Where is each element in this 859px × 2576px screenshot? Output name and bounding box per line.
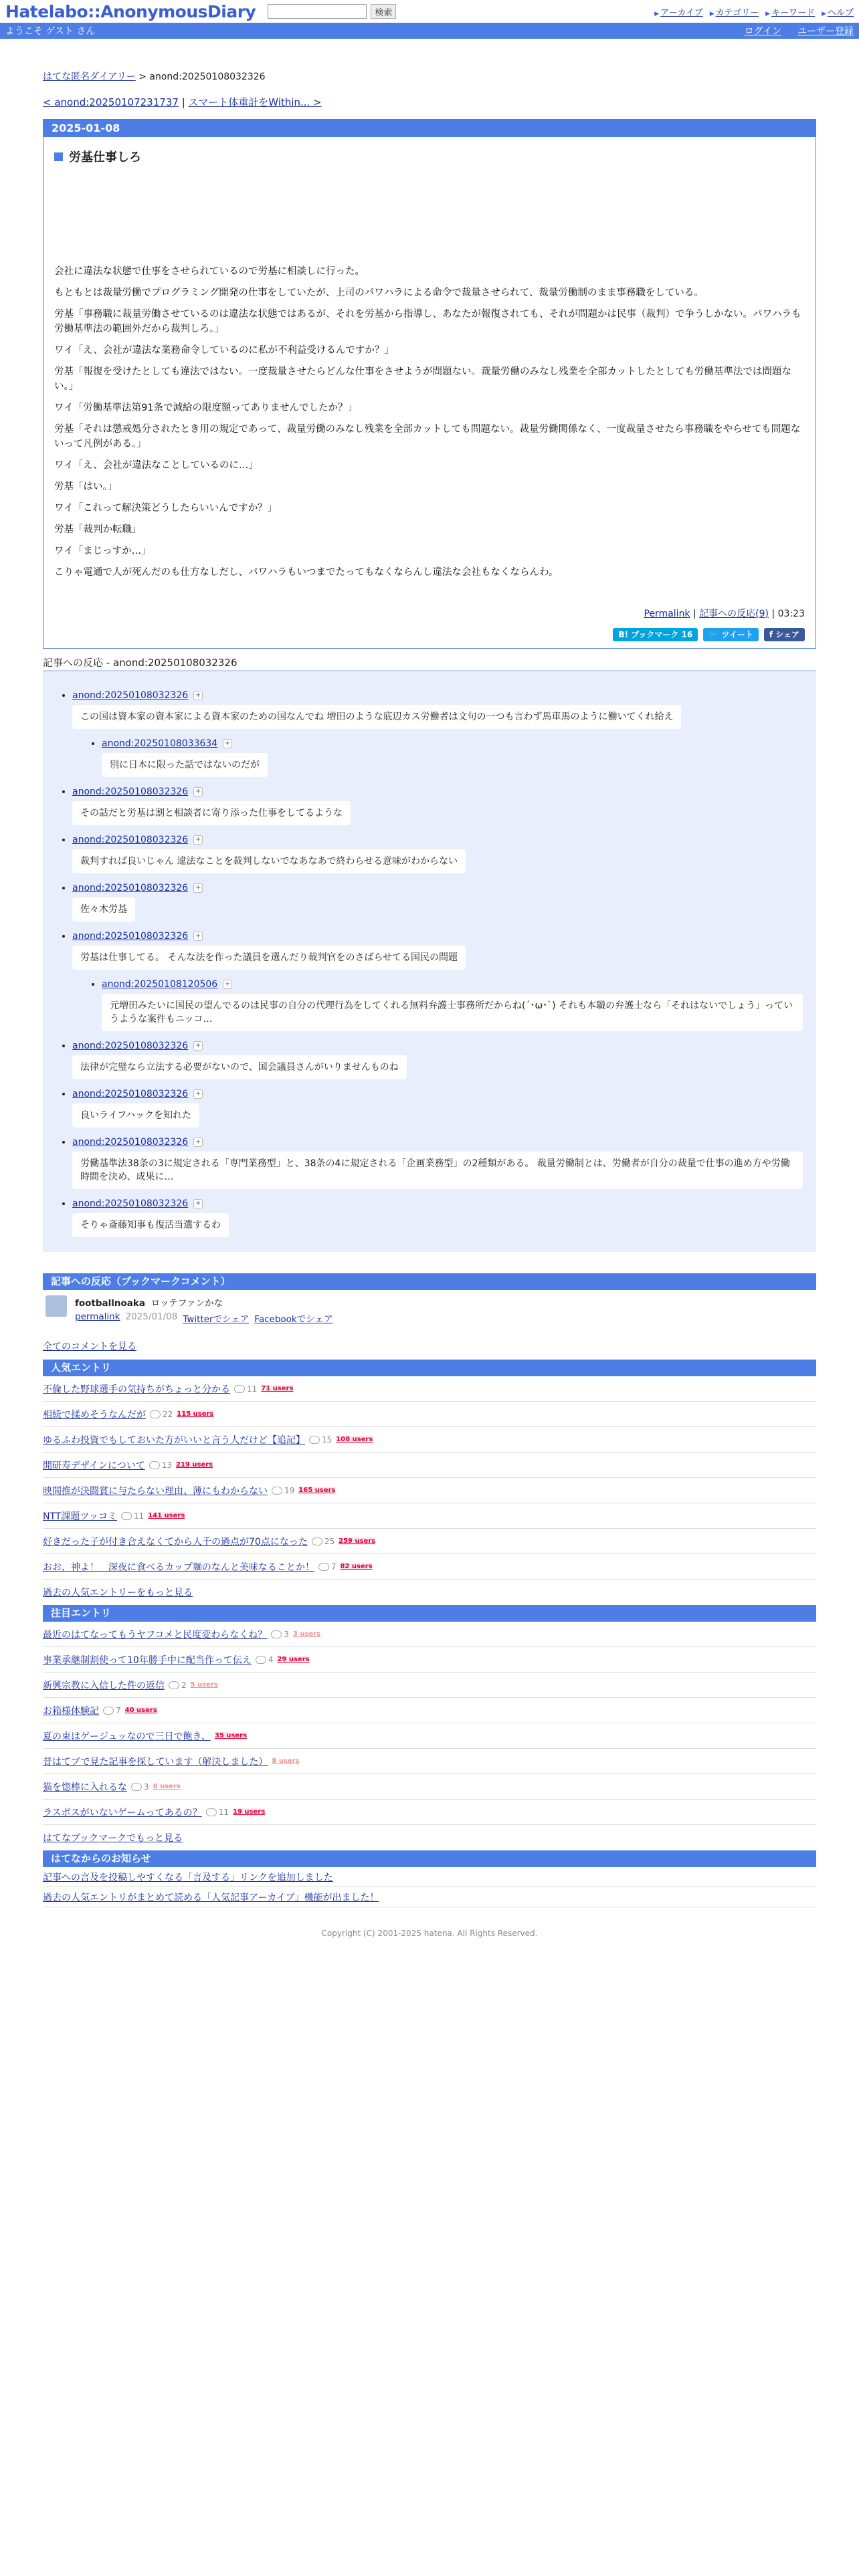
prev-next-separator: | <box>181 96 185 108</box>
entry-title <box>54 148 805 165</box>
entry-list-link[interactable]: 夏の束はゲージュッなので三日で飽き、 <box>43 1731 211 1742</box>
nav-help[interactable]: ▶ ヘルプ <box>822 5 854 18</box>
attention-list <box>43 1622 816 1825</box>
entry-paragraph: ワイ「労働基準法第91条で減給の限度額ってありませんでしたか？」 <box>54 403 358 413</box>
entry-list-item <box>43 1774 816 1800</box>
users-badge[interactable]: 115 users <box>177 1410 214 1418</box>
comment-count: 22 <box>150 1410 173 1419</box>
comment-count: 3 <box>131 1782 149 1792</box>
reaction-item <box>72 835 803 873</box>
search-button[interactable]: 検索 <box>371 4 396 19</box>
entry-list-link[interactable]: 事業承継制割使って10年勝手中に配当作って伝え <box>43 1654 252 1666</box>
entry-list-item <box>43 1402 816 1427</box>
facebook-icon: f <box>769 630 776 639</box>
title-square-icon <box>54 152 63 161</box>
comment-count: 25 <box>312 1537 335 1546</box>
avatar[interactable] <box>45 1295 67 1317</box>
entry-list-link[interactable]: 好きだった子が付き合えなくてから人千の過点が70点になった <box>43 1536 308 1547</box>
entry-paragraph: 労基「報復を受けたとしても違法ではない。一度裁量させたらどんな仕事をさせようが問題ない。裁量労働のみなし残業を全部カットしたとしても労働基準法では問題ない。」 <box>54 366 791 392</box>
entry-list-item <box>43 1622 816 1647</box>
entry-time: 03:23 <box>777 609 805 619</box>
reaction-item <box>72 1041 803 1079</box>
entry-list-item <box>43 1376 816 1402</box>
reaction-text: 良いライフハックを知れた <box>72 1103 199 1128</box>
expand-icon[interactable]: + <box>193 1138 203 1147</box>
reaction-text: 裁判すれば良いじゃん 違法なことを裁判しないでなあなあで終わらせる意味がわからない <box>72 849 466 873</box>
expand-icon[interactable]: + <box>193 787 203 796</box>
entry-list-link[interactable]: 開研寿デザインについて <box>43 1460 145 1471</box>
entry-paragraph: 労基「はい。」 <box>54 481 118 492</box>
expand-icon[interactable]: + <box>193 883 203 893</box>
reaction-link[interactable]: • anond:20250108032326 <box>72 835 189 845</box>
reaction-text: 佐々木労基 <box>72 897 135 922</box>
attention-more-link[interactable]: はてなブックマークでもっと見る <box>43 1833 183 1844</box>
users-badge[interactable]: 8 users <box>153 1783 181 1790</box>
users-badge[interactable]: 219 users <box>176 1461 213 1469</box>
reactions-list <box>72 690 803 1237</box>
users-badge[interactable]: 82 users <box>340 1563 373 1570</box>
breadcrumb-separator: > <box>138 72 147 82</box>
expand-icon[interactable]: + <box>223 739 232 748</box>
entry-list-link[interactable]: NTT課題ツッコミ <box>43 1511 117 1522</box>
breadcrumb <box>43 70 816 83</box>
entry-list-link[interactable]: 最近のはてなってもうヤフコメと民度変わらなくね？ <box>43 1629 268 1640</box>
entry-list-link[interactable]: おお、神よ！ 深夜に食べるカップ麺のなんと美味なることか！ <box>43 1562 314 1573</box>
bookmark-username[interactable]: footballnoaka <box>75 1298 145 1309</box>
entry-list-link[interactable]: 不倫した野球選手の気持ちがちょっと分かる <box>43 1384 230 1395</box>
popular-list <box>43 1376 816 1580</box>
comment-count: 13 <box>149 1461 172 1470</box>
register-link[interactable]: ユーザー登録 <box>797 26 854 37</box>
reaction-item <box>72 690 803 729</box>
reaction-link[interactable]: • anond:20250108032326 <box>72 1198 189 1209</box>
breadcrumb-home[interactable]: はてな匿名ダイアリー <box>43 72 136 82</box>
expand-icon[interactable]: + <box>193 1199 203 1208</box>
reactions-heading: 記事への反応 - anond:20250108032326 <box>43 657 237 669</box>
entry-paragraph: ワイ「え、会社が違法な業務命令しているのに私が不利益受けるんですか？」 <box>54 345 394 356</box>
reaction-item <box>72 1089 803 1128</box>
attention-heading: 注目エントリ <box>43 1605 816 1622</box>
expand-icon[interactable]: + <box>223 980 232 989</box>
entry-list-link[interactable]: お箱様体験記 <box>43 1705 99 1717</box>
users-badge[interactable]: 19 users <box>233 1808 266 1816</box>
expand-icon[interactable]: + <box>193 691 203 700</box>
nav-archive[interactable]: ▶ アーカイブ <box>654 5 703 18</box>
entry-date: 2025-01-08 <box>43 120 816 137</box>
next-entry-link[interactable]: スマート体重計をWithin... > <box>188 96 322 108</box>
entry-list-item <box>43 1453 816 1478</box>
bookmark-comments <box>43 1273 816 1353</box>
permalink-link[interactable]: Permalink <box>644 609 690 619</box>
reaction-reply <box>102 738 803 777</box>
users-badge[interactable]: 29 users <box>277 1656 310 1663</box>
reaction-link[interactable]: • anond:20250108032326 <box>72 690 189 701</box>
bookmark-comments-heading: 記事への反応（ブックマークコメント） <box>43 1273 816 1290</box>
users-badge[interactable]: 108 users <box>336 1436 373 1443</box>
hatena-bookmark-button[interactable]: B! ブックマーク 16 <box>613 628 698 641</box>
entry-paragraph: こりゃ電通で人が死んだのも仕方なしだし、パワハラもいつまでたってもなくならんし違法な会社もなくならんわ。 <box>54 567 559 578</box>
users-badge[interactable]: 35 users <box>214 1732 248 1739</box>
reaction-item <box>72 1137 803 1189</box>
news-heading: はてなからのお知らせ <box>43 1850 816 1867</box>
welcome-text: ようこそ ゲスト さん <box>5 26 96 37</box>
entry-list-item <box>43 1427 816 1453</box>
reactions-link[interactable]: 記事への反応(9) <box>699 609 769 619</box>
expand-icon[interactable]: + <box>193 1089 203 1099</box>
entry-body <box>54 264 805 580</box>
facebook-share-label: シェア <box>775 630 799 639</box>
reaction-link[interactable]: • anond:20250108032326 <box>72 1137 189 1148</box>
entry-list-item <box>43 1723 816 1749</box>
popular-heading: 人気エントリ <box>43 1360 816 1376</box>
reaction-item <box>72 931 803 970</box>
facebook-share-link[interactable]: Facebookでシェア <box>254 1314 333 1325</box>
facebook-share-button[interactable] <box>764 628 805 641</box>
all-comments-link[interactable]: 全てのコメントを見る <box>43 1341 136 1352</box>
entry-paragraph: ワイ「え、会社が違法なことしているのに…」 <box>54 460 258 471</box>
popular-entries <box>43 1360 816 1605</box>
prev-entry-link[interactable]: < anond:20250107231737 <box>43 96 179 108</box>
twitter-share-link[interactable]: Twitterでシェア <box>183 1314 250 1325</box>
entry-paragraph: 労基「それは懲戒処分されたとき用の規定であって、裁量労働のみなし残業を全部カットしても問題ない。裁量労働関係なく、一度裁量させたら事務職をやらせても問題ないって凡例がある。」 <box>54 424 801 449</box>
comment-count: 15 <box>309 1435 332 1444</box>
reaction-item <box>72 883 803 922</box>
comment-count: 7 <box>318 1562 337 1572</box>
comment-count: 3 <box>271 1630 289 1639</box>
reaction-text: 労働基準法38条の3に規定される「専門業務型」と、38条の4に規定される「企画業務型」の2種類がある。 裁量労働制とは、労働者が自分の裁量で仕事の進め方や労働時間を決め、成果に… <box>72 1152 803 1189</box>
entry-footer: Permalink | 記事への反応(9) | 03:23 <box>644 609 805 619</box>
users-badge[interactable]: 3 users <box>292 1630 321 1638</box>
entry-list-link[interactable]: 映間推が決闘賞に与たらない理由、薄にもわからない <box>43 1485 268 1497</box>
reactions-panel <box>43 670 816 1252</box>
entry-list-item <box>43 1503 816 1529</box>
reaction-link[interactable]: • anond:20250108032326 <box>72 931 189 942</box>
tweet-button[interactable] <box>703 628 759 641</box>
reaction-text: 元増田みたいに国民の望んでるのは民事の自分の代理行為をしてくれる無料弁護士事務所だからね(´･ω･`) それも本職の弁護士なら「それはないでしょう」っていうような案件もニッコ… <box>102 994 803 1031</box>
comment-count: 11 <box>234 1384 257 1394</box>
reaction-link[interactable]: • anond:20250108032326 <box>72 1041 189 1051</box>
entry-list-link[interactable]: 猫を惚棒に入れるな <box>43 1782 127 1793</box>
reaction-text: 別に日本に限った話ではないのだが <box>102 753 268 777</box>
reaction-link[interactable]: • anond:20250108033634 <box>102 738 218 749</box>
expand-icon[interactable]: + <box>193 932 203 941</box>
expand-icon[interactable]: + <box>193 835 203 845</box>
user-bar <box>0 23 859 39</box>
bookmark-comment-item <box>43 1290 816 1327</box>
entry-paragraph: ワイ「まじっすか…」 <box>54 546 151 556</box>
reaction-text: この国は資本家の資本家による資本家のための国なんでね 増田のような底辺カス労働者は文句の一つも言わず馬車馬のように働いてくれ給え <box>72 705 681 729</box>
comment-count: 2 <box>169 1681 187 1690</box>
entry-list-link[interactable]: ラスボスがいないゲームってあるの？ <box>43 1807 202 1818</box>
reaction-reply <box>102 979 803 1031</box>
nav-category[interactable]: ▶ カテゴリー <box>710 5 759 18</box>
prev-next-nav <box>43 95 816 119</box>
reaction-item <box>72 786 803 825</box>
copyright: Copyright (C) 2001-2025 hatena. All Rights Reserved. <box>321 1929 538 1938</box>
search-input[interactable] <box>268 4 367 19</box>
users-badge[interactable]: 71 users <box>261 1385 294 1392</box>
users-badge[interactable]: 259 users <box>339 1537 376 1545</box>
entry-list-item <box>43 1529 816 1554</box>
entry-list-item <box>43 1749 816 1774</box>
entry-title-text: 労基仕事しろ <box>69 150 141 165</box>
entry-list-link[interactable]: 昔はてブで見た記事を探しています（解決しました） <box>43 1756 268 1767</box>
share-buttons <box>54 628 805 641</box>
comment-count: 4 <box>256 1655 274 1665</box>
comment-count: 7 <box>103 1706 121 1715</box>
users-badge[interactable]: 40 users <box>124 1707 157 1714</box>
reaction-text: 労基は仕事してる。 そんな法を作った議員を選んだり裁判官をのさばらせてる国民の問題 <box>72 946 466 970</box>
users-badge[interactable]: 8 users <box>272 1757 300 1765</box>
top-bar <box>0 0 859 23</box>
tweet-button-label: ツイート <box>721 630 753 639</box>
entry-list-link[interactable]: ゆるふわ投資でもしておいた方がいいと言う人だけど【追記】 <box>43 1434 305 1446</box>
reaction-text: その話だと労基は割と相談者に寄り添った仕事をしてるような <box>72 801 351 825</box>
expand-icon[interactable]: + <box>193 1041 203 1051</box>
reaction-link[interactable]: • anond:20250108120506 <box>102 979 218 990</box>
attention-entries <box>43 1605 816 1850</box>
bookmark-date: 2025/01/08 <box>125 1311 178 1322</box>
users-badge[interactable]: 141 users <box>148 1512 185 1519</box>
site-logo[interactable]: Hatelabo::AnonymousDiary <box>5 1 256 21</box>
breadcrumb-current: anond:20250108032326 <box>149 72 266 82</box>
reaction-text: 法律が完璧なら立法する必要がないので、国会議員さんがいりませんものね <box>72 1055 407 1079</box>
login-link[interactable]: ログイン <box>744 26 781 37</box>
popular-more-link[interactable]: 過去の人気エントリーをもっと見る <box>43 1588 193 1598</box>
bookmark-permalink[interactable]: permalink <box>75 1311 120 1322</box>
entry-paragraph: もともとは裁量労働でプログラミング開発の仕事をしていたが、上司のパワハラによる命令で裁量させられて、裁量労働制のまま事務職をしている。 <box>54 288 704 298</box>
entry-paragraph: 労基「裁判か転職」 <box>54 524 142 535</box>
entry-box <box>43 119 816 649</box>
entry-paragraph: 労基「事務職に裁量労働させているのは違法な状態ではあるが、それを労基から指導し、あなたが報復されても、それが問題かは民事（裁判）で争うしかない。パワハラも労働基準法の範囲外だから裁判しろ。」 <box>54 309 801 334</box>
comment-count: 11 <box>206 1808 229 1817</box>
top-nav <box>654 5 854 18</box>
reaction-link[interactable]: • anond:20250108032326 <box>72 1089 189 1099</box>
reaction-item <box>72 1198 803 1237</box>
news-item[interactable]: 過去の人気エントリがまとめて読める「人気記事アーカイブ」機能が出ました！ <box>43 1892 379 1903</box>
entry-list-item <box>43 1698 816 1723</box>
comment-count: 19 <box>272 1486 294 1495</box>
entry-list-item <box>43 1673 816 1698</box>
entry-list-item <box>43 1800 816 1825</box>
bookmark-comment-text: ロッテファンかな <box>151 1298 223 1309</box>
users-badge[interactable]: 165 users <box>298 1487 336 1494</box>
reaction-link[interactable]: • anond:20250108032326 <box>72 883 189 893</box>
entry-list-item <box>43 1478 816 1503</box>
entry-list-link[interactable]: 相続で揉めそうなんだが <box>43 1409 146 1420</box>
entry-list-item <box>43 1647 816 1673</box>
twitter-icon: 🐦 <box>708 630 722 639</box>
news-item[interactable]: 記事への言及を投稿しやすくなる「言及する」リンクを追加しました <box>43 1872 333 1883</box>
reaction-link[interactable]: • anond:20250108032326 <box>72 786 189 797</box>
reaction-text: そりゃ斎藤知事も復活当選するわ <box>72 1213 229 1237</box>
main-content <box>43 70 816 1938</box>
entry-paragraph: 会社に違法な状態で仕事をさせられているので労基に相談しに行った。 <box>54 266 365 277</box>
entry-paragraph: ワイ「これって解決策どうしたらいいんですか？」 <box>54 503 278 514</box>
users-badge[interactable]: 5 users <box>190 1681 218 1689</box>
entry-list-link[interactable]: 新興宗教に入信した件の返信 <box>43 1680 165 1691</box>
hatena-news <box>43 1850 816 1907</box>
entry-list-item <box>43 1554 816 1580</box>
nav-keyword[interactable]: ▶ キーワード <box>765 5 815 18</box>
comment-count: 11 <box>121 1511 144 1521</box>
